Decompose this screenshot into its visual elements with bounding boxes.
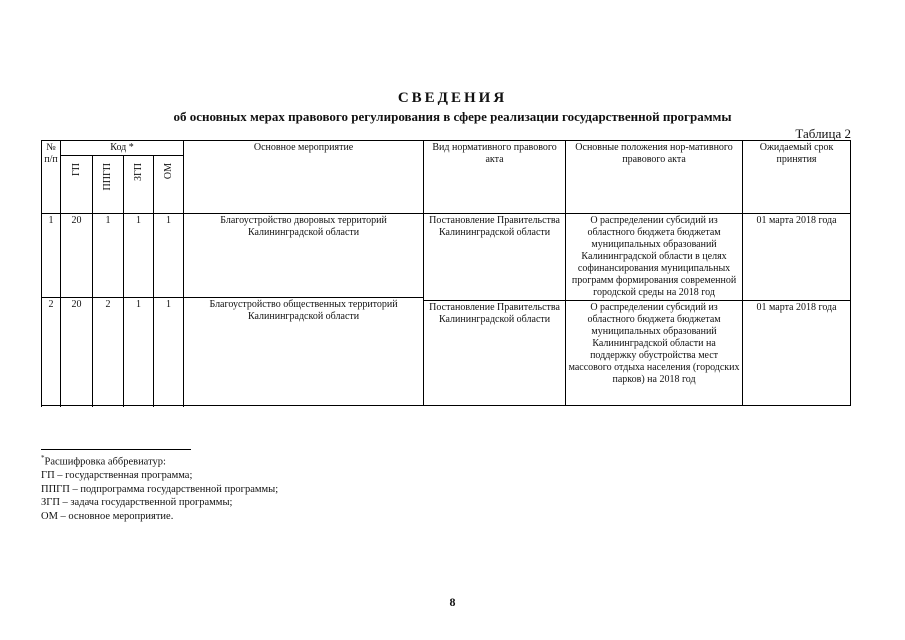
document-title: СВЕДЕНИЯ <box>397 90 508 106</box>
row-ppgp: 2 <box>93 298 124 406</box>
footnote-item: ЗГП – задача государственной программы; <box>41 497 233 508</box>
footnotes <box>41 452 278 523</box>
row-measure: Благоустройство общественных территорий Калининградской области <box>184 298 424 406</box>
header-measure: Основное мероприятие <box>184 141 424 214</box>
row-zgp: 1 <box>124 298 154 406</box>
footnote-divider <box>41 449 191 450</box>
act-type: Постановление Правительства Калининградской области <box>424 214 566 301</box>
row-gp: 20 <box>61 298 93 406</box>
row-gp: 20 <box>61 214 93 298</box>
header-deadline: Ожидаемый срок принятия <box>743 141 851 214</box>
row-ppgp: 1 <box>93 214 124 298</box>
act-provisions: О распределении субсидий из областного бюджета бюджетам муниципальных образований Калининградской области в целях софинансирования муниципальных программ формирования современной городской среды на 2018 год <box>566 214 743 301</box>
row-num: 2 <box>42 298 61 406</box>
document-subtitle: об основных мерах правового регулирования в сфере реализации государственной программы <box>173 109 732 124</box>
row-measure: Благоустройство дворовых территорий Калининградской области <box>184 214 424 298</box>
act-provisions: О распределении субсидий из областного бюджета бюджетам муниципальных образований Калининградской области на поддержку обустройства мест массового отдыха населения (городских парков) на 2018 год <box>566 301 743 406</box>
page-number: 8 <box>449 595 456 609</box>
header-act-type: Вид нормативного правового акта <box>424 141 566 214</box>
footnote-item: ОМ – основное мероприятие. <box>41 510 174 522</box>
header-code: Код * <box>61 141 184 156</box>
header-code-gp: ГП <box>61 156 93 214</box>
measures-table <box>41 140 851 406</box>
footnote-heading: *Расшифровка аббревиатур: <box>41 454 166 468</box>
header-code-ppgp: ППГП <box>93 156 124 214</box>
row-om: 1 <box>154 214 184 298</box>
table-label: Таблица 2 <box>795 126 851 141</box>
header-code-zgp: ЗГП <box>124 156 154 214</box>
act-type: Постановление Правительства Калининградской области <box>424 301 566 406</box>
header-provisions: Основные положения нор-мативного правового акта <box>566 141 743 214</box>
header-code-om: ОМ <box>154 156 184 214</box>
footnote-item: ППГП – подпрограмма государственной программы; <box>41 483 279 495</box>
row-om: 1 <box>154 298 184 406</box>
act-deadline: 01 марта 2018 года <box>743 214 851 301</box>
row-num: 1 <box>42 214 61 298</box>
act-deadline: 01 марта 2018 года <box>743 301 851 406</box>
header-num: № п/п <box>42 141 61 214</box>
row-zgp: 1 <box>124 214 154 298</box>
footnote-item: ГП – государственная программа; <box>41 470 193 481</box>
